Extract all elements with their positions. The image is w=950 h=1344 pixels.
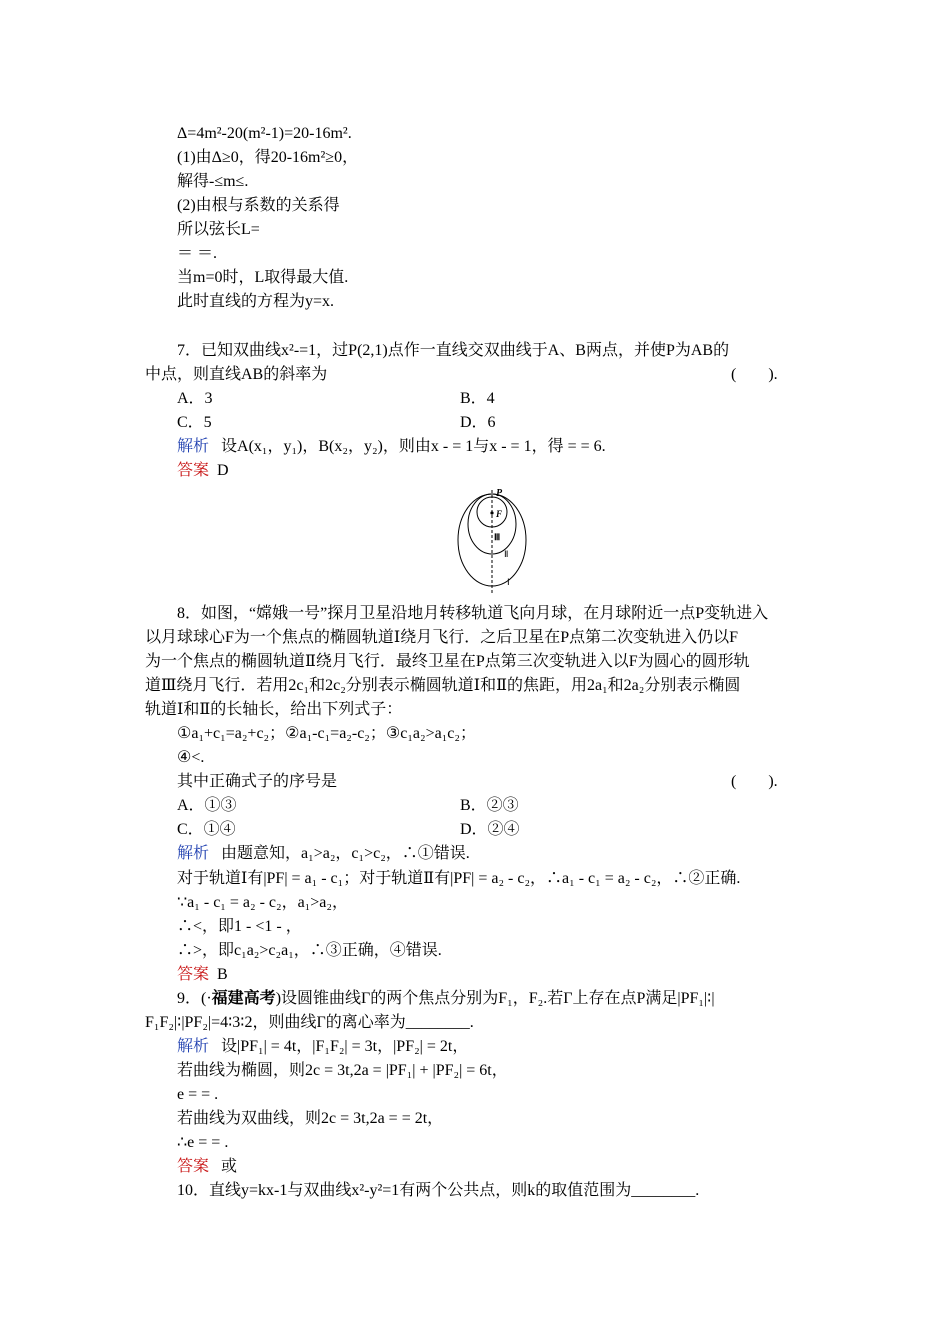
q8-analysis-text-1: 由题意知，a₁>a₂，c₁>c₂，∴①错误.	[221, 845, 470, 862]
q9-analysis-text-1: 设|PF₁| = 4t，|F₁F₂| = 3t，|PF₂| = 2t，	[221, 1038, 469, 1055]
chord-eq-line: ＝ ＝.	[177, 245, 218, 262]
q9-answer-value: 或	[221, 1158, 238, 1175]
q9-analysis-5: ∴e = = .	[177, 1134, 229, 1151]
q8-analysis-label: 解析	[177, 845, 210, 862]
q7-option-a[interactable]: A．3	[177, 390, 213, 407]
label-iii: Ⅲ	[494, 532, 501, 542]
q9-analysis-2: 若曲线为椭圆，则2c = 3t,2a = |PF₁| + |PF₂| = 6t，	[177, 1062, 508, 1079]
q10-line: 10．直线y=kx-1与双曲线x²-y²=1有两个公共点，则k的取值范围为________.	[177, 1182, 700, 1199]
q8-analysis-2: 对于轨道Ⅰ有|PF| = a₁ - c₁；对于轨道Ⅱ有|PF| = a₂ - c₂，∴a₁ - c₁ = a₂ - c₂，∴②正确.	[177, 870, 741, 887]
q8-answer-label: 答案	[177, 966, 210, 983]
q9-line-2: F₁F₂|∶|PF₂|=4∶3∶2，则曲线Γ的离心率为________.	[145, 1014, 474, 1031]
q7-option-c[interactable]: C．5	[177, 414, 212, 431]
q7-option-b[interactable]: B．4	[460, 390, 495, 407]
line-equation: 此时直线的方程为y=x.	[177, 293, 335, 310]
q9-analysis-4: 若曲线为双曲线，则2c = 3t,2a = = 2t，	[177, 1110, 444, 1127]
q7-answer-value: D	[217, 462, 229, 479]
part2-line: (2)由根与系数的关系得	[177, 197, 340, 214]
q8-formula-4: ④<.	[177, 749, 205, 766]
q9-line-1	[177, 989, 715, 1009]
q7-paren: ( ).	[731, 366, 778, 383]
q9-analysis-1	[177, 1037, 468, 1057]
q9-stem-1: )设圆锥曲线Γ的两个焦点分别为F₁，F₂.若Γ上存在点P满足|PF₁|∶|	[275, 990, 715, 1007]
q8-line-4: 道Ⅲ绕月飞行．若用2c₁和2c₂分别表示椭圆轨道Ⅰ和Ⅱ的焦距，用2a₁和2a₂分别表示椭圆	[145, 677, 741, 694]
q8-line-2: 以月球球心F为一个焦点的椭圆轨道Ⅰ绕月飞行．之后卫星在P点第二次变轨进入仍以F	[145, 629, 739, 646]
q7-stem-line-1	[177, 341, 729, 361]
q8-line-1: 8．如图，“嫦娥一号”探月卫星沿地月转移轨道飞向月球，在月球附近一点P变轨进入	[177, 605, 769, 622]
q8-option-b[interactable]: B．②③	[460, 797, 519, 814]
q8-analysis-4: ∴<，即1 - <1 - ，	[177, 918, 302, 935]
q9-source: 福建高考	[211, 990, 276, 1007]
max-line: 当m=0时，L取得最大值.	[177, 269, 349, 286]
q9-answer-label: 答案	[177, 1158, 210, 1175]
q8-line-5: 轨道Ⅰ和Ⅱ的长轴长，给出下列式子：	[145, 701, 403, 718]
q7-analysis-label: 解析	[177, 438, 210, 455]
q7-analysis	[177, 437, 606, 457]
label-ii: Ⅱ	[504, 549, 509, 559]
q8-question: 其中正确式子的序号是	[177, 773, 338, 790]
q8-analysis-1	[177, 844, 470, 864]
q7-option-d[interactable]: D．6	[460, 414, 496, 431]
q8-analysis-3: ∵a₁ - c₁ = a₂ - c₂，a₁>a₂，	[177, 894, 348, 911]
q8-line-3: 为一个焦点的椭圆轨道Ⅱ绕月飞行．最终卫星在P点第三次变轨进入以F为圆心的圆形轨	[145, 653, 750, 670]
q8-paren: ( ).	[731, 773, 778, 790]
label-i: Ⅰ	[507, 577, 510, 587]
part1-line: (1)由Δ≥0，得20-16m²≥0，	[177, 149, 359, 166]
q9-analysis-3: e = = .	[177, 1086, 219, 1103]
label-p: P	[496, 488, 503, 499]
q8-option-a[interactable]: A．①③	[177, 797, 237, 814]
q8-option-d[interactable]: D．②④	[460, 821, 520, 838]
q8-answer-value: B	[217, 966, 228, 983]
focus-point	[490, 511, 493, 514]
chord-length-line: 所以弦长L=	[177, 221, 260, 238]
q7-stem-text: 已知双曲线x²-=1，过P(2,1)点作一直线交双曲线于A、B两点，并使P为AB的	[201, 342, 730, 359]
q8-option-c[interactable]: C．①④	[177, 821, 236, 838]
q7-analysis-text: 设A(x₁，y₁)，B(x₂，y₂)，则由x - = 1与x - = 1，得 = = 6.	[221, 438, 606, 455]
part1-solution: 解得-≤m≤.	[177, 173, 249, 190]
q7-stem-line-2: 中点，则直线AB的斜率为	[145, 366, 328, 383]
q8-answer	[177, 965, 228, 985]
label-f: F	[496, 509, 503, 519]
q9-analysis-label: 解析	[177, 1038, 210, 1055]
q7-answer	[177, 461, 229, 481]
orbit-figure	[452, 484, 536, 594]
q7-answer-label: 答案	[177, 462, 210, 479]
q9-number: 9．(·	[177, 990, 212, 1007]
q9-answer	[177, 1157, 237, 1177]
delta-line: Δ=4m²-20(m²-1)=20-16m².	[177, 125, 352, 142]
q8-formulas: ①a₁+c₁=a₂+c₂；②a₁-c₁=a₂-c₂；③c₁a₂>a₁c₂；	[177, 725, 476, 742]
q7-number: 7．	[177, 342, 202, 359]
q8-analysis-5: ∴>，即c₁a₂>c₂a₁，∴③正确，④错误.	[177, 942, 442, 959]
